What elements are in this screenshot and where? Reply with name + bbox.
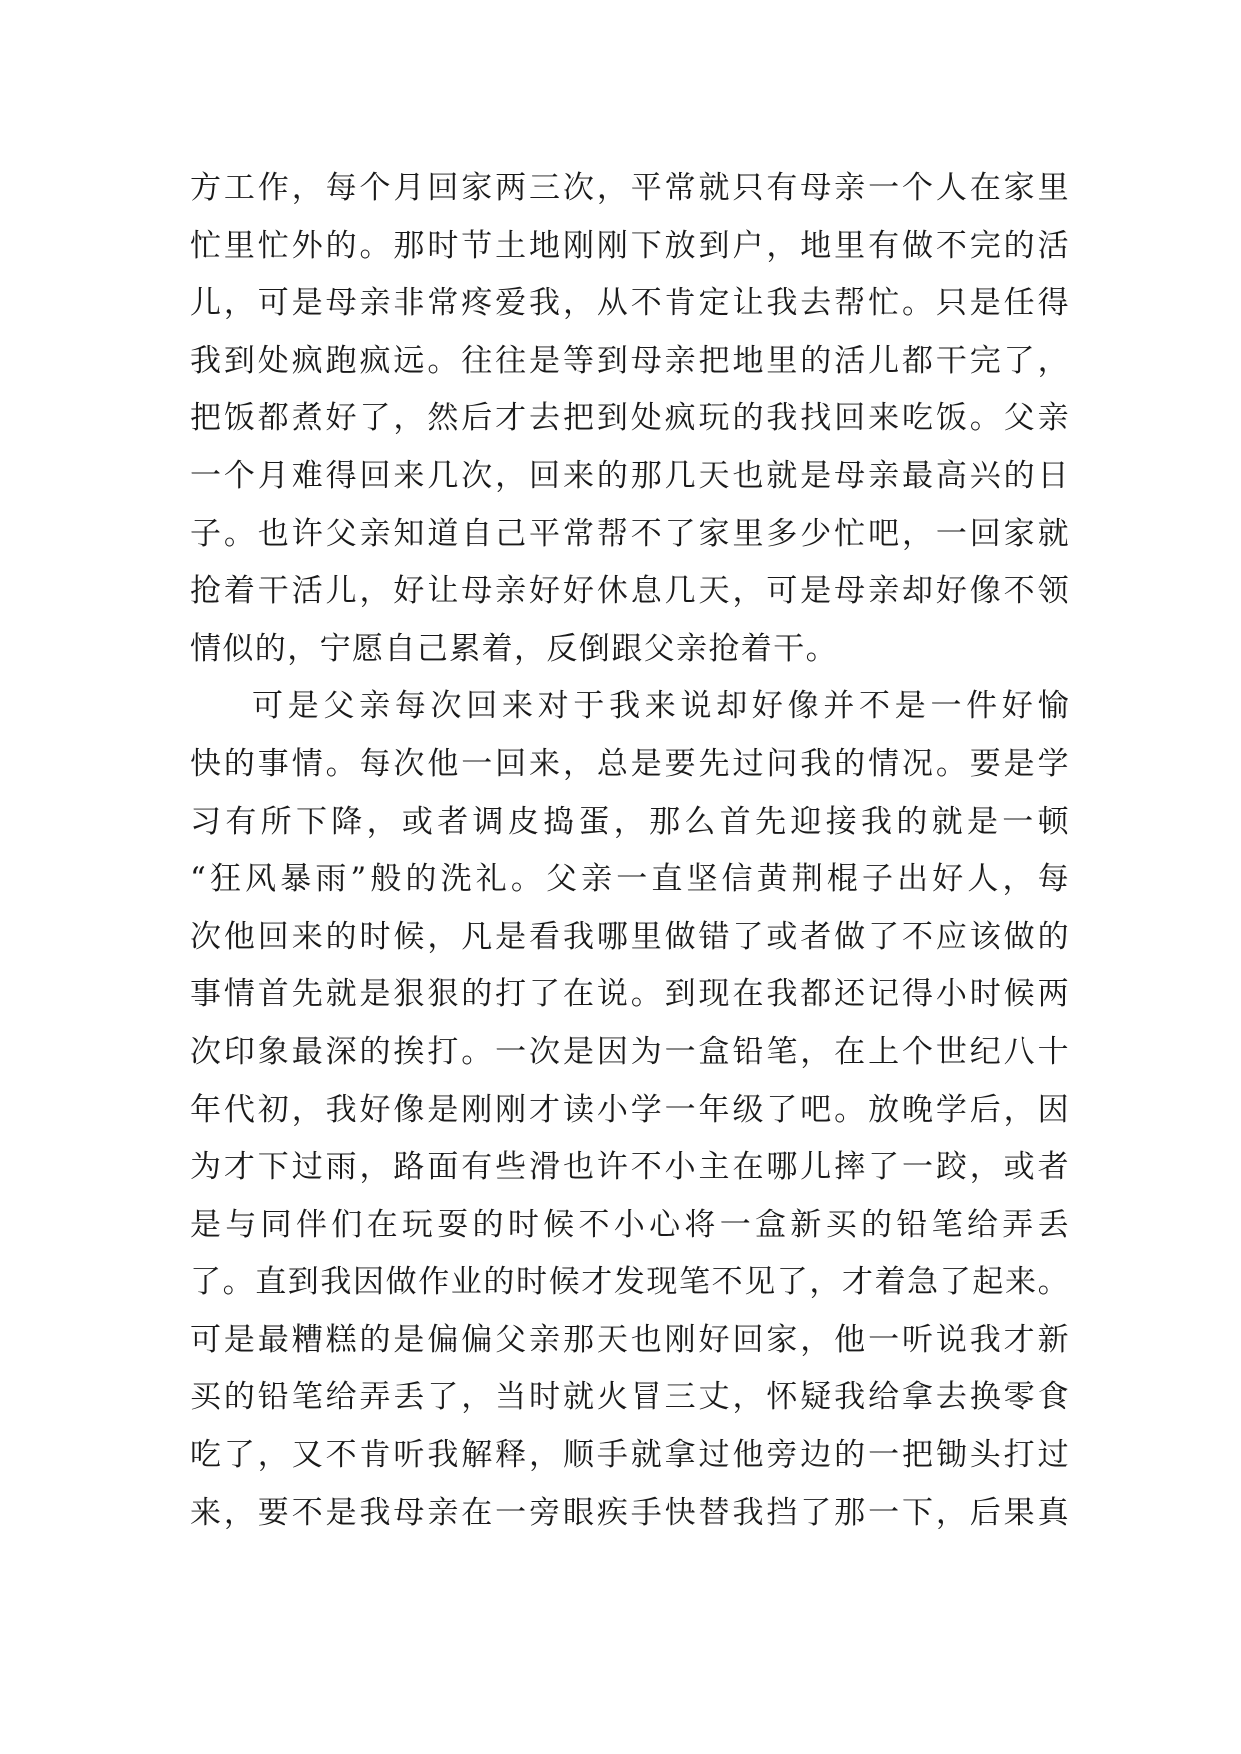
text-line: 年代初，我好像是刚刚才读小学一年级了吧。放晚学后，因 [190,1091,1070,1128]
body-text [190,160,1070,1542]
text-line: 抢着干活儿，好让母亲好好休息几天，可是母亲却好像不领 [190,573,1070,610]
text-line: 一个月难得回来几次，回来的那几天也就是母亲最高兴的日 [190,457,1070,494]
paragraph-end-line: 情似的，宁愿自己累着，反倒跟父亲抢着干。 [190,630,838,667]
text-line: 忙里忙外的。那时节土地刚刚下放到户，地里有做不完的活 [190,227,1070,264]
text-line: “狂风暴雨”般的洗礼。父亲一直坚信黄荆棍子出好人，每 [190,861,1070,898]
text-line: 方工作，每个月回家两三次，平常就只有母亲一个人在家里 [190,170,1070,206]
text-line: 儿，可是母亲非常疼爱我，从不肯定让我去帮忙。只是任得 [190,285,1070,322]
text-line: 为才下过雨，路面有些滑也许不小主在哪儿摔了一跤，或者 [190,1149,1070,1186]
text-line: 可是最糟糕的是偏偏父亲那天也刚好回家，他一听说我才新 [190,1321,1070,1358]
text-line: 把饭都煮好了，然后才去把到处疯玩的我找回来吃饭。父亲 [190,400,1070,437]
text-line: 我到处疯跑疯远。往往是等到母亲把地里的活儿都干完了， [190,342,1070,379]
text-line: 吃了，又不肯听我解释，顺手就拿过他旁边的一把锄头打过 [190,1437,1070,1474]
text-line: 子。也许父亲知道自己平常帮不了家里多少忙吧，一回家就 [190,515,1070,552]
text-line: 买的铅笔给弄丢了，当时就火冒三丈，怀疑我给拿去换零食 [190,1379,1070,1416]
text-line: 习有所下降，或者调皮捣蛋，那么首先迎接我的就是一顿 [190,803,1070,840]
text-line: 事情首先就是狠狠的打了在说。到现在我都还记得小时候两 [190,976,1070,1013]
text-line: 次他回来的时候，凡是看我哪里做错了或者做了不应该做的 [190,918,1070,955]
text-line: 是与同伴们在玩耍的时候不小心将一盒新买的铅笔给弄丢 [190,1206,1070,1243]
paragraph-first-line: 可是父亲每次回来对于我来说却好像并不是一件好愉 [252,688,1070,725]
text-line: 次印象最深的挨打。一次是因为一盒铅笔，在上个世纪八十 [190,1033,1070,1070]
text-line: 来，要不是我母亲在一旁眼疾手快替我挡了那一下，后果真 [190,1494,1070,1531]
text-line: 快的事情。每次他一回来，总是要先过问我的情况。要是学 [190,745,1070,782]
text-line: 了。直到我因做作业的时候才发现笔不见了，才着急了起来。 [190,1264,1070,1301]
